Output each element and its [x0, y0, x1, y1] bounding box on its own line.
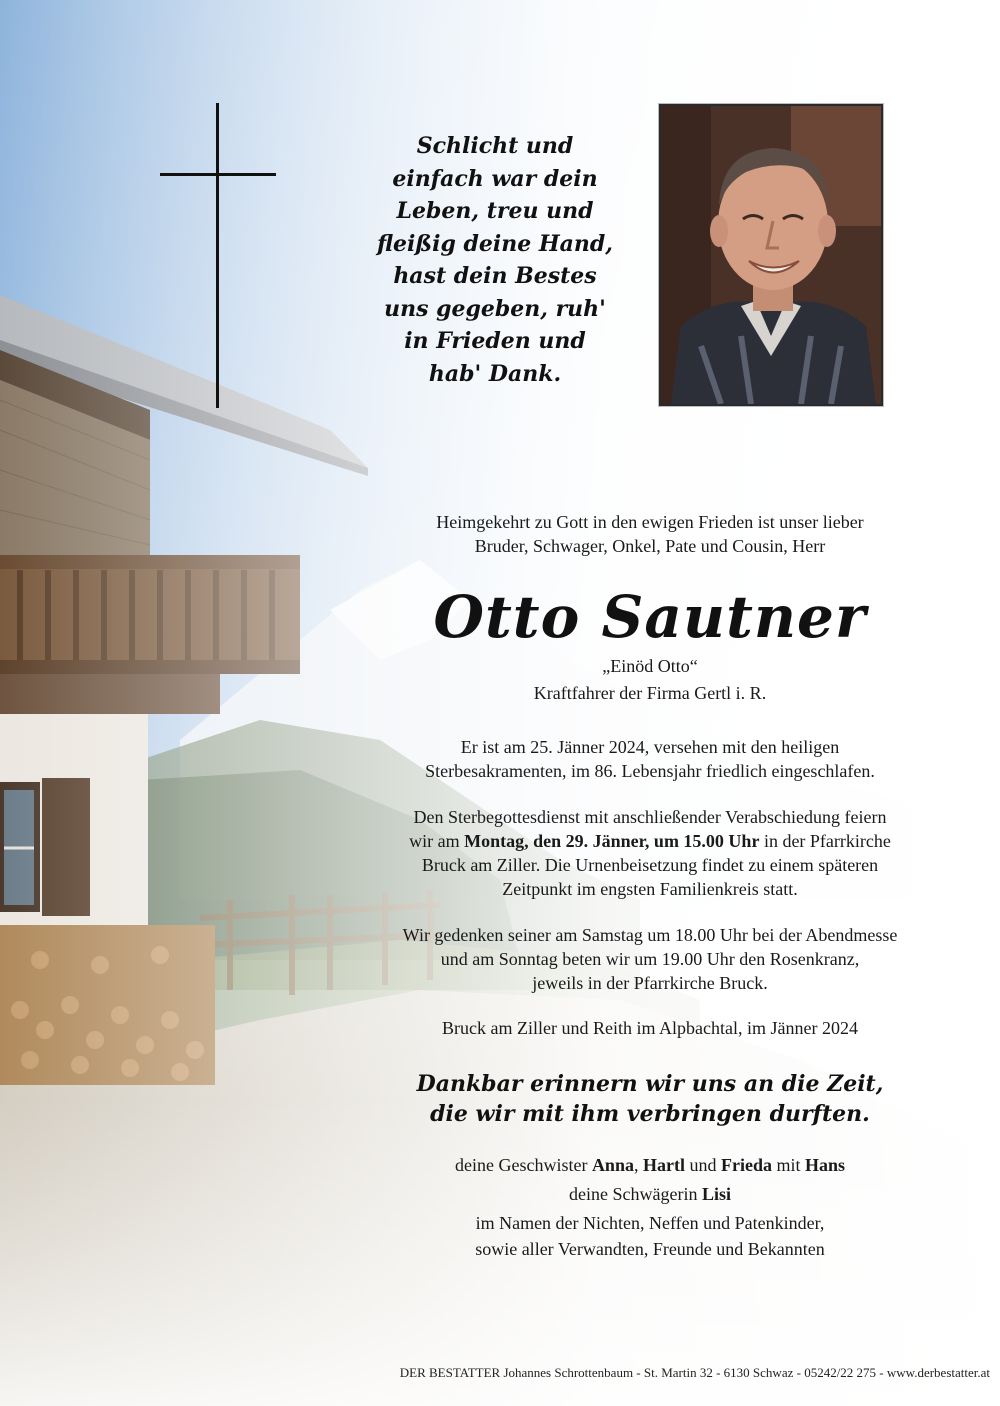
poem-line: hab' Dank. — [428, 360, 562, 387]
remembrance-line: und am Sonntag beten wir um 19.00 Uhr den Rosenkranz, — [440, 949, 860, 969]
mourners-line: sowie aller Verwandten, Freunde und Bekannten — [475, 1239, 825, 1259]
intro-line: Bruder, Schwager, Onkel, Pate und Cousin, Herr — [474, 536, 826, 556]
sister-in-law-line — [300, 1181, 1000, 1207]
poem-line: einfach war dein — [392, 165, 598, 192]
mourner-name: Hartl — [642, 1155, 685, 1175]
remembrance-masses — [300, 923, 1000, 995]
intro-line: Heimgekehrt zu Gott in den ewigen Frieden ist unser lieber — [436, 512, 864, 532]
remembrance-line: jeweils in der Pfarrkirche Bruck. — [532, 973, 768, 993]
poem-line: hast dein Bestes — [393, 263, 597, 289]
undertaker-footer — [250, 1365, 990, 1381]
portrait-photo — [659, 104, 883, 406]
funeral-service — [300, 805, 1000, 901]
deceased-name: Otto Sautner — [433, 583, 867, 651]
mourner-name: Frieda — [720, 1155, 772, 1175]
death-notice — [300, 735, 1000, 783]
service-line: Bruck am Ziller. Die Urnenbeisetzung findet zu einem späteren — [421, 855, 879, 875]
poem-line: fleißig deine Hand, — [377, 230, 613, 257]
place-date-line: Bruck am Ziller und Reith im Alpbachtal, im Jänner 2024 — [442, 1018, 858, 1038]
occupation: Kraftfahrer der Firma Gertl i. R. — [533, 683, 767, 703]
service-line: Zeitpunkt im engsten Familienkreis statt. — [502, 879, 798, 899]
mourners-line: im Namen der Nichten, Neffen und Patenkinder, — [475, 1213, 825, 1233]
death-line: Sterbesakramenten, im 86. Lebensjahr friedlich eingeschlafen. — [425, 761, 875, 781]
mourner-text: deine Schwägerin — [569, 1184, 702, 1204]
death-line: Er ist am 25. Jänner 2024, versehen mit den heiligen — [460, 737, 840, 757]
mourner-text: und — [684, 1155, 721, 1175]
poem-line: in Frieden und — [404, 328, 586, 354]
undertaker-contact: Johannes Schrottenbaum - St. Martin 32 - 6130 Schwaz - 05242/22 275 - www.derbestatter.at — [500, 1365, 990, 1380]
closing-line: die wir mit ihm verbringen durften. — [430, 1101, 870, 1127]
portrait-illustration — [661, 106, 881, 404]
poem-line: Leben, treu und — [396, 198, 594, 224]
poem-line: uns gegeben, ruh' — [384, 295, 606, 322]
cross-horizontal-bar — [160, 173, 276, 176]
deceased-details — [300, 654, 1000, 705]
mourner-name: Lisi — [701, 1184, 731, 1204]
mourner-text: mit — [771, 1155, 805, 1175]
service-line — [300, 829, 1000, 853]
service-text: in der Pfarrkirche — [759, 831, 891, 851]
siblings-line — [300, 1152, 1000, 1178]
nickname: „Einöd Otto“ — [602, 656, 698, 676]
closing-line: Dankbar erinnern wir uns an die Zeit, — [416, 1071, 884, 1097]
mourner-name: Anna — [591, 1155, 634, 1175]
closing-verse — [300, 1069, 1000, 1129]
undertaker-name: DER BESTATTER — [399, 1365, 501, 1380]
intro-text — [300, 510, 1000, 558]
service-text: wir am — [409, 831, 465, 851]
poem-line: Schlicht und — [416, 133, 574, 159]
mourner-text: , — [633, 1155, 643, 1175]
mourner-text: deine Geschwister — [454, 1155, 592, 1175]
service-line: Den Sterbegottesdienst mit anschließender Verabschiedung feiern — [413, 807, 887, 827]
mourner-name: Hans — [804, 1155, 846, 1175]
remembrance-line: Wir gedenken seiner am Samstag um 18.00 Uhr bei der Abendmesse — [402, 925, 898, 945]
memorial-poem — [370, 130, 620, 390]
service-date-time: Montag, den 29. Jänner, um 15.00 Uhr — [464, 831, 760, 851]
place-and-date — [300, 1016, 1000, 1040]
cross-vertical-bar — [216, 103, 219, 408]
mourners-list — [300, 1152, 1000, 1262]
